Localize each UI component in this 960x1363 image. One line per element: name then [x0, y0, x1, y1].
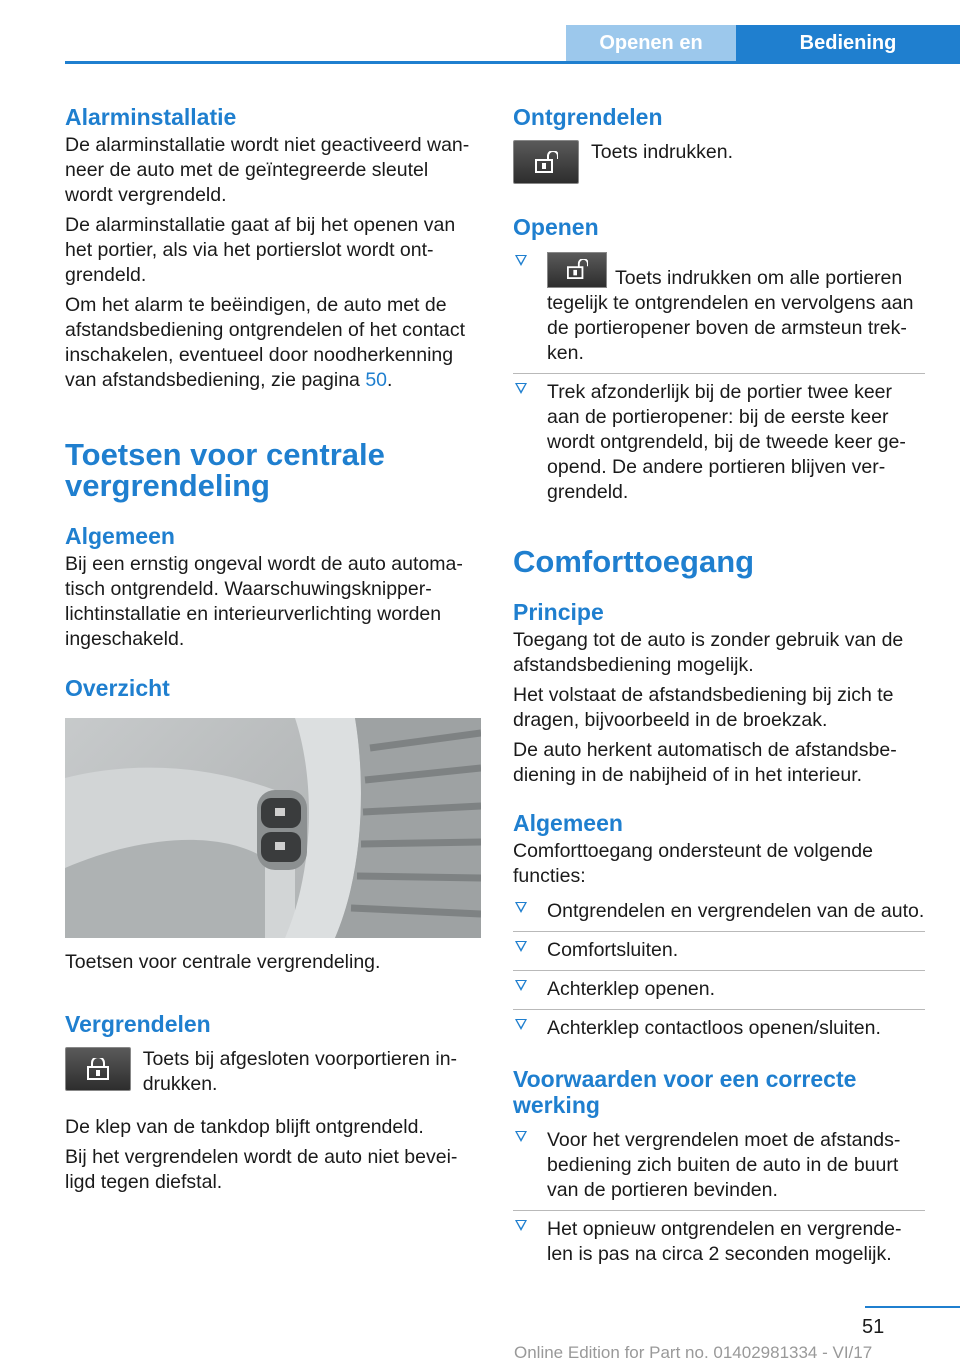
- functies-list: [513, 893, 925, 1048]
- list-item: [513, 970, 925, 1009]
- door-panel-illustration: [65, 718, 481, 938]
- list-item-text: Ontgrendelen en vergrendelen van de auto.: [547, 900, 925, 922]
- vergrendelen-text: Toets bij afgesloten voorportieren in‐drukken.: [142, 1048, 458, 1095]
- edition-watermark: Online Edition for Part no. 01402981334 - VI/17: [514, 1343, 873, 1362]
- principe-paragraph-2: Het volstaat de afstandsbediening bij zich te dragen, bijvoorbeeld in de broekzak.: [513, 684, 894, 731]
- triangle-bullet-icon: [515, 255, 527, 266]
- list-item: [513, 931, 925, 970]
- list-item-text: Voor het vergrendelen moet de afstands‐bediening zich buiten de auto in de buurt van de portieren bevinden.: [547, 1129, 901, 1201]
- lock-button-icon: [65, 1047, 131, 1091]
- list-item: [513, 1122, 925, 1210]
- algemeen-paragraph-2: Comforttoegang ondersteunt de volgende functies:: [513, 840, 873, 887]
- lock-icon: [86, 1058, 110, 1080]
- triangle-bullet-icon: [515, 980, 527, 991]
- list-item-text: Comfortsluiten.: [547, 939, 679, 961]
- principe-paragraph-1: Toegang tot de auto is zonder gebruik van de afstandsbediening mogelijk.: [513, 629, 904, 676]
- list-item-text: Het opnieuw ontgrendelen en vergrende‐len is pas na circa 2 seconden mogelijk.: [547, 1218, 902, 1265]
- openen-heading: Openen: [513, 214, 599, 240]
- list-item: [513, 1210, 925, 1274]
- alarm-paragraph-3: [65, 293, 481, 393]
- comforttoegang-heading: Comforttoegang: [513, 544, 755, 579]
- list-item-text: Achterklep contactloos openen/sluiten.: [547, 1017, 881, 1039]
- unlock-icon: [534, 151, 558, 173]
- door-buttons-photo: [65, 718, 481, 938]
- tab-chapter: Bediening: [736, 25, 960, 61]
- list-item: [513, 246, 925, 373]
- photo-caption: Toetsen voor centrale vergrendeling.: [65, 951, 381, 973]
- list-item: [513, 1009, 925, 1048]
- voorwaarden-list: [513, 1122, 925, 1274]
- principe-paragraph-3: De auto herkent automatisch de afstandsbe‐diening in de nabijheid of in het interieur.: [513, 739, 897, 786]
- page-header: [65, 25, 960, 90]
- left-column: [65, 100, 481, 1195]
- right-column: [513, 100, 925, 1274]
- alarm-paragraph-2: De alarminstallatie gaat af bij het openen van het portier, als via het portierslot wordt ont‐grendeld.: [65, 214, 456, 286]
- tankdop-paragraph: De klep van de tankdop blijft ontgrendeld.: [65, 1116, 424, 1138]
- triangle-bullet-icon: [515, 1019, 527, 1030]
- tab-section: Openen en sluiten: [566, 25, 736, 61]
- algemeen-heading: Algemeen: [65, 523, 175, 549]
- triangle-bullet-icon: [515, 383, 527, 394]
- footer-divider: [865, 1306, 960, 1308]
- alarm-heading: Alarminstallatie: [65, 104, 237, 130]
- unlock-button-icon: [547, 252, 607, 288]
- alarm-paragraph-1: De alarminstallatie wordt niet geactiveerd wan‐neer de auto met de geïntegreerde sleutel wordt vergrendeld.: [65, 134, 470, 206]
- alarm-paragraph-3-text: Om het alarm te beëindigen, de auto met de afstandsbediening ontgrendelen of het contact inschakelen, eventueel door noodherkenning van afstandsbediening, zie pagina: [65, 294, 466, 391]
- page-link-50[interactable]: 50: [365, 369, 388, 391]
- unlock-icon: [566, 259, 588, 279]
- voorwaarden-heading: Voorwaarden voor een correcte werking: [513, 1066, 857, 1118]
- algemeen-heading-2: Algemeen: [513, 810, 623, 836]
- overzicht-heading: Overzicht: [65, 675, 170, 701]
- diefstal-paragraph: Bij het vergrendelen wordt de auto niet bevei‐ligd tegen diefstal.: [65, 1146, 458, 1193]
- triangle-bullet-icon: [515, 941, 527, 952]
- triangle-bullet-icon: [515, 902, 527, 913]
- list-item-text: Achterklep openen.: [547, 978, 716, 1000]
- toetsen-heading: Toetsen voor centrale vergrendeling: [65, 437, 385, 503]
- list-item-text: Trek afzonderlijk bij de portier twee keer aan de portieropener: bij de eerste keer wordt ontgrendeld, bij de tweede keer ge‐opend. De andere portieren blijven ver‐grendeld.: [547, 381, 906, 503]
- vergrendelen-row: [65, 1047, 481, 1097]
- page-number: 51: [862, 1316, 885, 1338]
- list-item: [513, 893, 925, 931]
- vergrendelen-heading: Vergrendelen: [65, 1011, 211, 1037]
- unlock-button-icon: [513, 140, 579, 184]
- algemeen-paragraph: Bij een ernstig ongeval wordt de auto automa‐tisch ontgrendeld. Waarschuwingsknipper‐lichtinstallatie en interieurverlichting worden ingeschakeld.: [65, 553, 463, 650]
- alarm-paragraph-3-end: .: [387, 369, 393, 391]
- ontgrendelen-text: Toets indrukken.: [591, 141, 733, 163]
- openen-list: [513, 246, 925, 512]
- ontgrendelen-row: [513, 140, 925, 184]
- list-item: [513, 373, 925, 512]
- triangle-bullet-icon: [515, 1131, 527, 1142]
- principe-heading: Principe: [513, 599, 604, 625]
- list-item-text: Toets indrukken om alle portieren tegelijk te ontgrendelen en vervolgens aan de portieropener boven de armsteun trek‐ken.: [547, 267, 914, 364]
- triangle-bullet-icon: [515, 1220, 527, 1231]
- ontgrendelen-heading: Ontgrendelen: [513, 104, 663, 130]
